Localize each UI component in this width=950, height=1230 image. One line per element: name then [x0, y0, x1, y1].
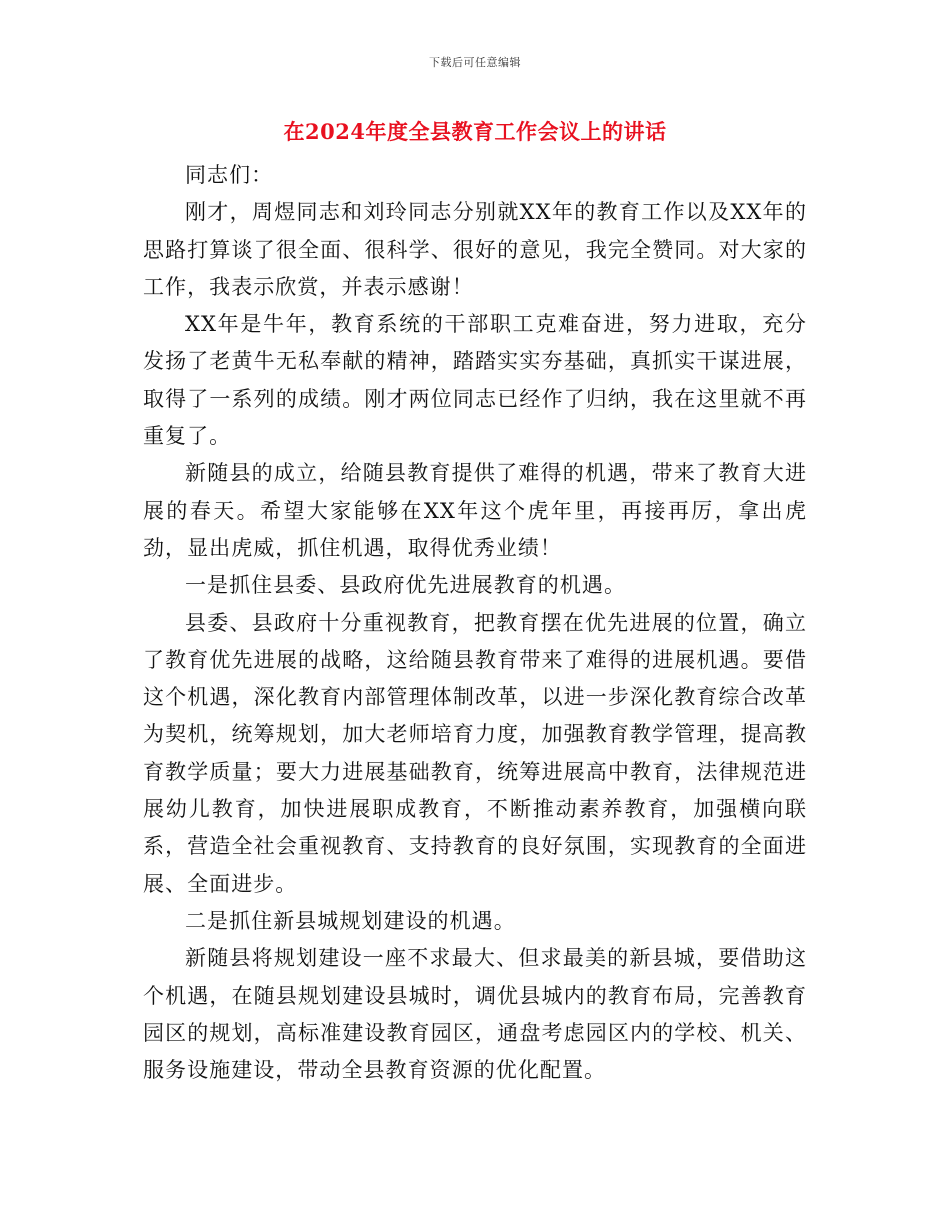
paragraph: XX年是牛年，教育系统的干部职工克难奋进，努力进取，充分发扬了老黄牛无私奉献的精神，踏踏实实夯基础，真抓实干谋进展，取得了一系列的成绩。刚才两位同志已经作了归纳，我在这里就不再重复了。 — [143, 312, 807, 449]
paragraph-heading: 一是抓住县委、县政府优先进展教育的机遇。 — [185, 573, 626, 598]
paragraph-heading: 二是抓住新县城规划建设的机遇。 — [185, 908, 516, 933]
header-note: 下载后可任意编辑 — [429, 56, 521, 69]
paragraph: 新随县将规划建设一座不求最大、但求最美的新县城，要借助这个机遇，在随县规划建设县城时，调优县城内的教育布局，完善教育园区的规划，高标准建设教育园区，通盘考虑园区内的学校、机关、服务设施建设，带动全县教育资源的优化配置。 — [143, 946, 807, 1083]
paragraph: 县委、县政府十分重视教育，把教育摆在优先进展的位置，确立了教育优先进展的战略，这给随县教育带来了难得的进展机遇。要借这个机遇，深化教育内部管理体制改革，以进一步深化教育综合改革为契机，统筹规划，加大老师培育力度，加强教育教学管理，提高教育教学质量；要大力进展基础教育，统筹进展高中教育，法律规范进展幼儿教育，加快进展职成教育，不断推动素养教育，加强横向联系，营造全社会重视教育、支持教育的良好氛围，实现教育的全面进展、全面进步。 — [143, 610, 807, 896]
paragraph: 刚才，周煜同志和刘玲同志分别就XX年的教育工作以及XX年的思路打算谈了很全面、很科学、很好的意见，我完全赞同。对大家的工作，我表示欣赏，并表示感谢！ — [143, 200, 807, 299]
paragraph: 新随县的成立，给随县教育提供了难得的机遇，带来了教育大进展的春天。希望大家能够在XX年这个虎年里，再接再厉，拿出虎劲，显出虎威，抓住机遇，取得优秀业绩！ — [143, 461, 807, 560]
document-body — [143, 157, 807, 1089]
paragraph-salutation: 同志们： — [185, 163, 274, 187]
document-title: 在2024年度全县教育工作会议上的讲话 — [283, 119, 667, 144]
